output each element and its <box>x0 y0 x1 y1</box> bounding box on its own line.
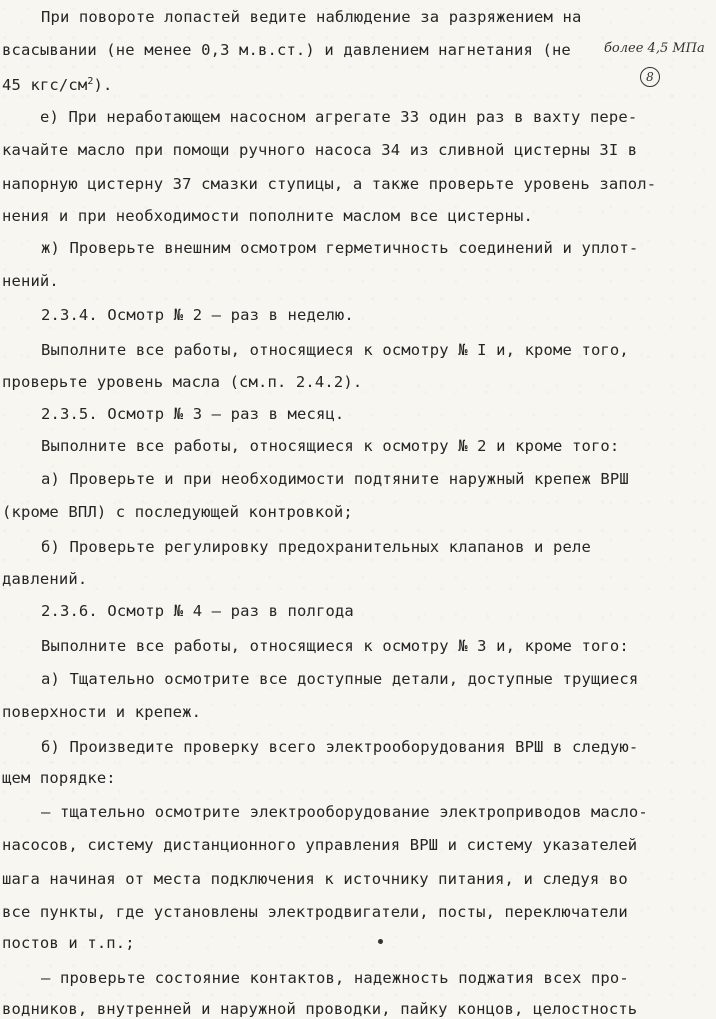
text-line: насосов, систему дистанционного управления ВРШ и систему указателей <box>2 836 638 854</box>
text-line: проверьте уровень масла (см.п. 2.4.2). <box>2 373 363 391</box>
section-heading: 2.3.5. Осмотр № 3 – раз в месяц. <box>41 405 345 423</box>
text-line: Выполните все работы, относящиеся к осмотру № I и, кроме того, <box>41 341 629 359</box>
text-line: е) При неработающем насосном агрегате 33 один раз в вахту пере- <box>40 108 638 126</box>
text-fragment: ). <box>93 76 113 94</box>
text-line: все пункты, где установлены электродвигатели, посты, переключатели <box>2 903 628 921</box>
text-line: Выполните все работы, относящиеся к осмотру № 2 и кроме того: <box>41 437 620 455</box>
text-line: ж) Проверьте внешним осмотром герметичность соединений и уплот- <box>41 239 639 257</box>
text-line: постов и т.п.; <box>2 934 135 952</box>
text-line: а) Проверьте и при необходимости подтяните наружный крепеж ВРШ <box>41 470 629 488</box>
text-line: (кроме ВПЛ) с последующей контровкой; <box>2 503 353 521</box>
text-line: всасывании (не менее 0,3 м.в.ст.) и давлением нагнетания (не <box>2 41 571 59</box>
text-line: напорную цистерну 37 смазки ступицы, а также проверьте уровень запол- <box>2 175 657 193</box>
text-line: Выполните все работы, относящиеся к осмотру № 3 и, кроме того: <box>41 637 629 655</box>
text-line: шага начиная от места подключения к источнику питания, и следуя во <box>2 870 628 888</box>
text-line: качайте масло при помощи ручного насоса 34 из сливной цистерны 3I в <box>2 141 638 159</box>
text-line: – тщательно осмотрите электрооборудование электроприводов масло- <box>41 803 648 821</box>
text-line: водников, внутренней и наружной проводки, пайку концов, целостность <box>2 1000 638 1018</box>
text-line: нения и при необходимости пополните маслом все цистерны. <box>2 207 533 225</box>
page-number-mark: 8 <box>640 67 660 87</box>
ink-dot <box>378 939 383 944</box>
handwritten-note: более 4,5 МПа <box>604 41 705 56</box>
text-line: При повороте лопастей ведите наблюдение за разряжением на <box>41 8 582 26</box>
text-line: б) Проверьте регулировку предохранительных клапанов и реле <box>41 538 591 556</box>
text-fragment: 45 кгс/см <box>2 76 88 94</box>
section-heading: 2.3.4. Осмотр № 2 – раз в неделю. <box>41 306 354 324</box>
text-line: щем порядке: <box>2 769 116 787</box>
text-line: – проверьте состояние контактов, надежность поджатия всех про- <box>41 969 629 987</box>
text-line: а) Тщательно осмотрите все доступные детали, доступные трущиеся <box>41 670 639 688</box>
text-line: поверхности и крепеж. <box>2 703 202 721</box>
text-line: нений. <box>2 272 59 290</box>
text-line: б) Произведите проверку всего электрооборудования ВРШ в следую- <box>41 738 639 756</box>
section-heading: 2.3.6. Осмотр № 4 – раз в полгода <box>41 602 354 620</box>
superscript: 2 <box>87 76 94 87</box>
text-line: давлений. <box>2 570 88 588</box>
text-line <box>2 72 112 95</box>
